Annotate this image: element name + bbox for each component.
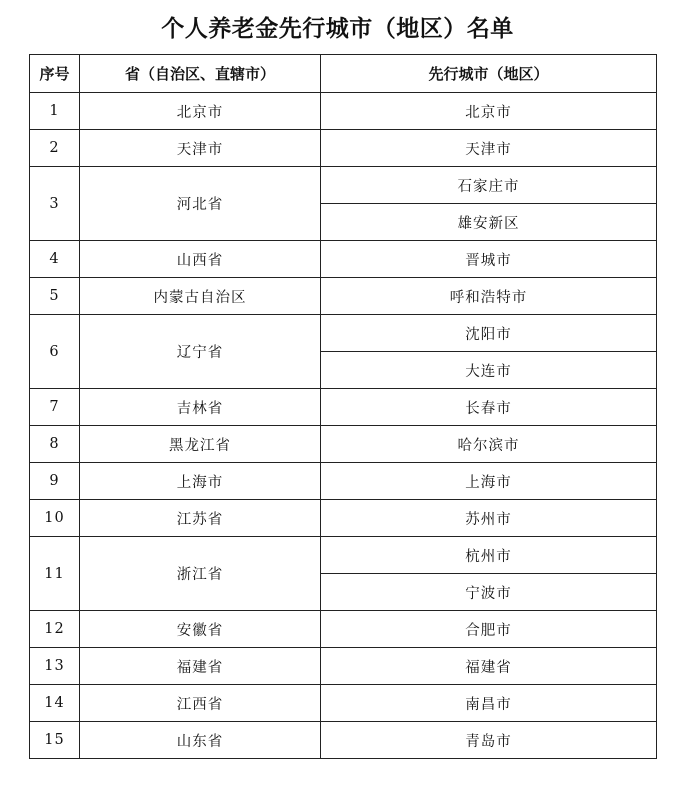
pilot-city-cell: 青岛市 [321,722,657,759]
pilot-city-cell: 上海市 [321,463,657,500]
serial-number-cell: 14 [30,685,80,722]
pilot-city-cell: 杭州市 [321,537,657,574]
serial-number-cell: 6 [30,315,80,389]
pilot-city-cell: 天津市 [321,130,657,167]
serial-number-cell: 12 [30,611,80,648]
pilot-city-cell: 南昌市 [321,685,657,722]
table-row [30,167,657,204]
pilot-city-cell: 福建省 [321,648,657,685]
province-cell: 浙江省 [80,537,321,611]
pilot-city-cell: 苏州市 [321,500,657,537]
document-title: 个人养老金先行城市（地区）名单 [161,16,514,42]
table-row [30,315,657,352]
pilot-city-cell: 呼和浩特市 [321,278,657,315]
province-cell: 安徽省 [80,611,321,648]
header-serial-number: 序号 [30,55,80,93]
pilot-city-cell: 哈尔滨市 [321,426,657,463]
pilot-city-cell: 石家庄市 [321,167,657,204]
table-row [30,500,657,537]
pilot-city-cell: 雄安新区 [321,204,657,241]
pilot-city-cell: 长春市 [321,389,657,426]
province-cell: 福建省 [80,648,321,685]
table-row [30,648,657,685]
table-row [30,426,657,463]
pilot-city-cell: 宁波市 [321,574,657,611]
table-row [30,611,657,648]
serial-number-cell: 4 [30,241,80,278]
table-row [30,722,657,759]
table-row [30,463,657,500]
table-row [30,93,657,130]
table-row [30,685,657,722]
province-cell: 山东省 [80,722,321,759]
province-cell: 天津市 [80,130,321,167]
pilot-city-cell: 晋城市 [321,241,657,278]
province-cell: 山西省 [80,241,321,278]
province-cell: 黑龙江省 [80,426,321,463]
serial-number-cell: 13 [30,648,80,685]
pilot-city-cell: 北京市 [321,93,657,130]
table-row [30,241,657,278]
province-cell: 内蒙古自治区 [80,278,321,315]
pilot-city-cell: 合肥市 [321,611,657,648]
table-row [30,130,657,167]
province-cell: 上海市 [80,463,321,500]
serial-number-cell: 8 [30,426,80,463]
serial-number-cell: 11 [30,537,80,611]
serial-number-cell: 3 [30,167,80,241]
table-row [30,389,657,426]
pilot-cities-table [29,54,657,759]
province-cell: 江西省 [80,685,321,722]
pilot-city-cell: 沈阳市 [321,315,657,352]
serial-number-cell: 2 [30,130,80,167]
pilot-city-cell: 大连市 [321,352,657,389]
province-cell: 北京市 [80,93,321,130]
table-row [30,537,657,574]
serial-number-cell: 1 [30,93,80,130]
table-body [30,93,657,759]
table-row [30,278,657,315]
serial-number-cell: 10 [30,500,80,537]
header-pilot-city: 先行城市（地区） [321,55,657,93]
province-cell: 江苏省 [80,500,321,537]
province-cell: 辽宁省 [80,315,321,389]
serial-number-cell: 7 [30,389,80,426]
serial-number-cell: 9 [30,463,80,500]
serial-number-cell: 5 [30,278,80,315]
header-province: 省（自治区、直辖市） [80,55,321,93]
serial-number-cell: 15 [30,722,80,759]
province-cell: 吉林省 [80,389,321,426]
province-cell: 河北省 [80,167,321,241]
table-header-row [30,55,657,93]
